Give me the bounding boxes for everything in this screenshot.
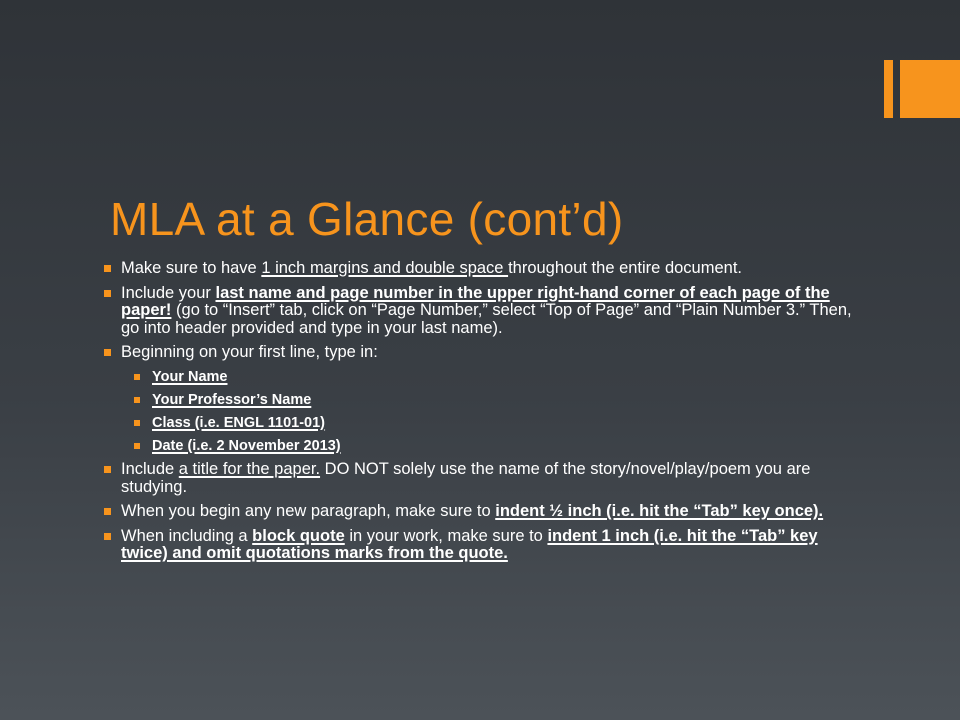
bullet-emphasis: block quote <box>252 526 345 545</box>
sub-bullet-professor-name <box>134 392 864 409</box>
bullet-emphasis: indent 1 inch (i.e. hit the “Tab” key twice) and omit quotations marks from the quote. <box>121 526 818 563</box>
bullet-text: DO NOT solely use the name of the story/novel/play/poem you are studying. <box>121 459 811 496</box>
bullet-list <box>104 260 864 570</box>
bullet-text: Make sure to have <box>121 259 262 277</box>
bullet-emphasis: a title for the paper. <box>178 459 321 478</box>
bullet-emphasis: 1 inch margins and double space <box>261 259 509 277</box>
bullet-title <box>104 461 864 496</box>
bullet-text: When you begin any new paragraph, make sure to <box>121 502 496 521</box>
sub-bullet-text: Date (i.e. 2 November 2013) <box>152 437 341 454</box>
bullet-block-quote <box>104 528 864 563</box>
decorative-accent-bar-thin <box>884 60 893 118</box>
bullet-text: Include your <box>121 283 216 302</box>
bullet-text: (go to “Insert” tab, click on “Page Number,” select “Top of Page” and “Plain Number 3.” Then, go into header provided and type in your last name). <box>121 301 852 337</box>
slide-title: MLA at a Glance (cont’d) <box>110 193 624 245</box>
bullet-first-line: Beginning on your first line, type in: <box>104 344 864 362</box>
sub-bullet-your-name <box>134 369 864 386</box>
sub-bullet-text: Your Name <box>152 368 228 385</box>
bullet-page-number <box>104 285 864 338</box>
sub-bullet-text: Class (i.e. ENGL 1101-01) <box>152 414 326 431</box>
sub-bullet-date <box>134 438 864 455</box>
bullet-margins <box>104 260 864 278</box>
decorative-accent-bar-wide <box>900 60 960 118</box>
sub-bullet-class <box>134 415 864 432</box>
bullet-text: in your work, make sure to <box>344 526 548 545</box>
bullet-emphasis: indent ½ inch (i.e. hit the “Tab” key once). <box>495 502 824 521</box>
bullet-text: throughout the entire document. <box>508 259 742 277</box>
sub-bullet-text: Your Professor’s Name <box>152 391 312 408</box>
bullet-text: When including a <box>121 526 253 545</box>
bullet-text: Include <box>121 459 179 478</box>
bullet-emphasis: last name and page number in the upper right-hand corner of each page of the paper! <box>121 283 830 320</box>
bullet-indent-paragraph <box>104 503 864 521</box>
